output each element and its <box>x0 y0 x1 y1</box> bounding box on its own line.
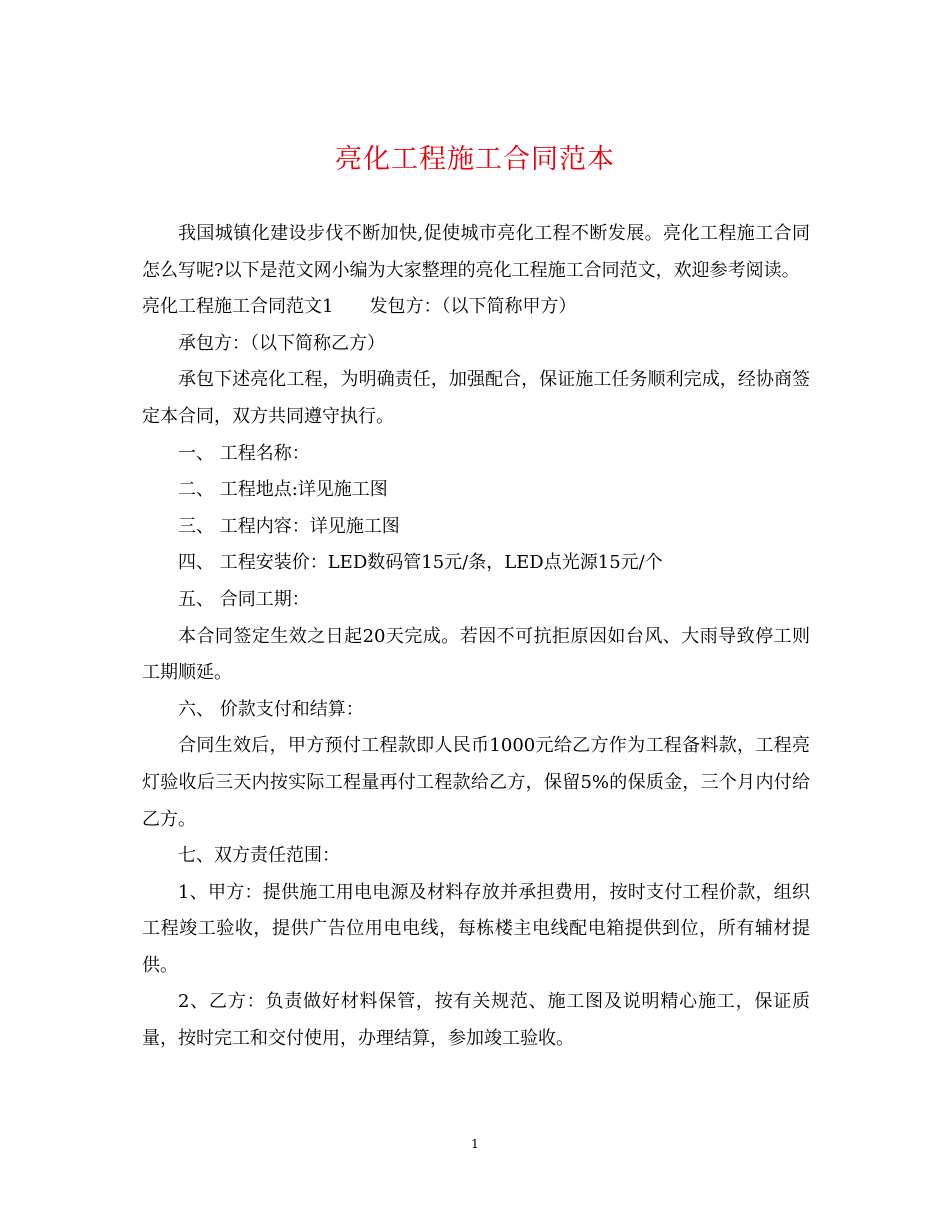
page-number: 1 <box>471 1137 479 1151</box>
document-body <box>142 216 810 1058</box>
clause-7-party-a: 1、甲方：提供施工用电电源及材料存放并承担费用，按时支付工程价款，组织工程竣工验收，提供广告位用电电线，每栋楼主电线配电箱提供到位，所有辅材提供。 <box>142 881 810 976</box>
party-a-line: 发包方：（以下简称甲方） <box>369 296 577 318</box>
intro-paragraph: 我国城镇化建设步伐不断加快,促使城市亮化工程不断发展。亮化工程施工合同怎么写呢?以下是范文网小编为大家整理的亮化工程施工合同范文，欢迎参考阅读。 <box>142 223 810 281</box>
clause-6-text: 合同生效后，甲方预付工程款即人民币1000元给乙方作为工程备料款，工程亮灯验收后三天内按实际工程量再付工程款给乙方，保留5%的保质金，三个月内付给乙方。 <box>142 735 810 830</box>
clause-6-payment-settlement: 六、 价款支付和结算： <box>178 698 364 720</box>
clause-3-project-content: 三、 工程内容：详见施工图 <box>178 515 400 537</box>
sample-heading-line <box>142 289 810 326</box>
clause-2-project-location: 二、 工程地点:详见施工图 <box>178 479 388 501</box>
document-title: 亮化工程施工合同范本 <box>335 144 615 175</box>
clause-7-party-b: 2、乙方：负责做好材料保管，按有关规范、施工图及说明精心施工，保证质量，按时完工和交付使用，办理结算，参加竣工验收。 <box>142 991 810 1050</box>
clause-5-contract-period: 五、 合同工期： <box>178 588 310 610</box>
clause-1-project-name: 一、 工程名称： <box>178 442 310 464</box>
clause-4-installation-price: 四、 工程安装价：LED数码管15元/条，LED点光源15元/个 <box>178 552 663 574</box>
clause-5-text: 本合同签定生效之日起20天完成。若因不可抗拒原因如台风、大雨导致停工则工期顺延。 <box>142 625 810 684</box>
sample-heading: 亮化工程施工合同范文1 <box>142 296 334 318</box>
clause-7-responsibilities: 七、双方责任范围： <box>178 845 340 867</box>
party-b-line: 承包方：（以下简称乙方） <box>178 332 385 354</box>
preamble-paragraph: 承包下述亮化工程，为明确责任，加强配合，保证施工任务顺利完成，经协商签定本合同，双方共同遵守执行。 <box>142 369 810 427</box>
